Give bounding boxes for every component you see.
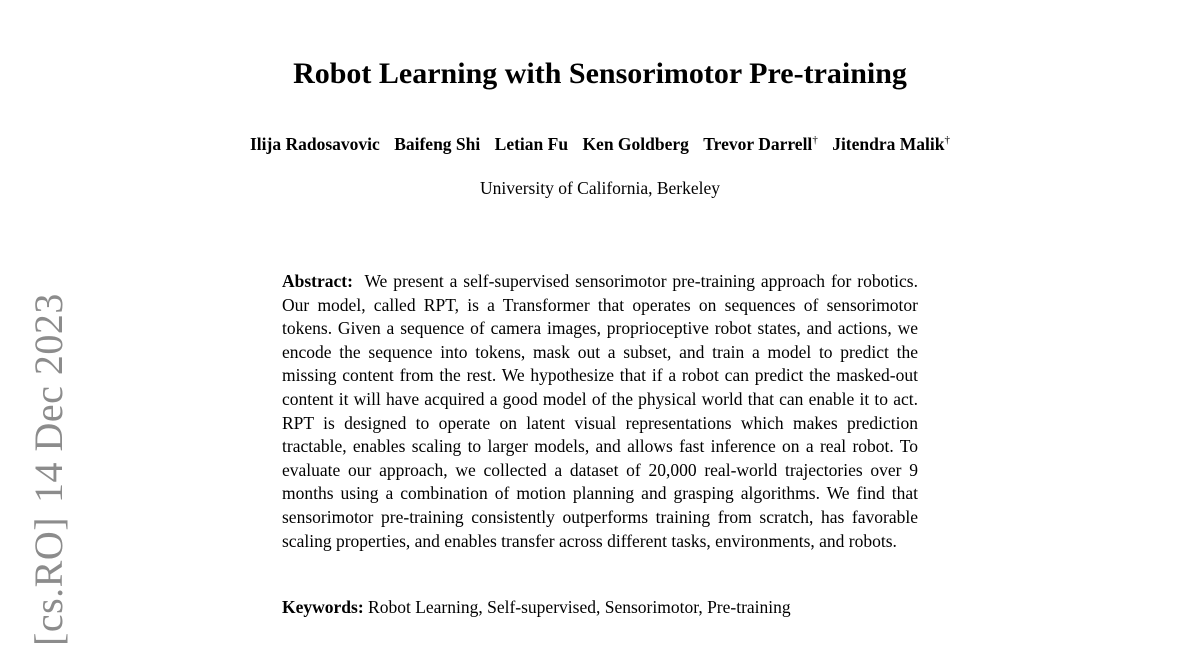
paper-title: Robot Learning with Sensorimotor Pre-training: [293, 57, 907, 90]
author-name: Jitendra Malik: [832, 134, 945, 154]
author: [703, 132, 818, 156]
affiliation: University of California, Berkeley: [479, 178, 721, 198]
author: [582, 132, 688, 156]
arxiv-category: [cs.RO]: [26, 516, 71, 646]
arxiv-stamp: [26, 293, 71, 646]
keywords: [282, 595, 982, 619]
abstract-text: We present a self-supervised sensorimotor pre-training approach for robotics. Our model, called RPT, is a Transformer that operates on sequences of sensorimotor tokens. Given a sequence of camera images, proprioceptive robot states, and actions, we encode the sequence into tokens, mask out a subset, and train a model to predict the missing content from the rest. We hypothesize that if a robot can predict the masked-out content it will have acquired a good model of the physical world that can enable it to act. RPT is designed to operate on latent visual representations which makes prediction tractable, enables scaling to larger models, and allows fast inference on a real robot. To evaluate our approach, we collected a dataset of 20,000 real-world trajectories over 9 months using a combination of motion planning and grasping algorithms. We find that sensorimotor pre-training consistently outperforms training from scratch, has favorable scaling properties, and enables transfer across different tasks, environments, and robots.: [282, 271, 918, 551]
author: [832, 132, 950, 156]
author-name: Trevor Darrell: [703, 134, 813, 154]
author-name: Letian Fu: [494, 134, 569, 154]
author-name: Ilija Radosavovic: [250, 134, 380, 154]
equal-advising-mark: †: [812, 134, 818, 147]
keywords-text: Robot Learning, Self-supervised, Sensorimotor, Pre-training: [368, 597, 791, 617]
abstract-label: Abstract:: [282, 271, 353, 291]
author-name: Baifeng Shi: [394, 134, 481, 154]
arxiv-date: 14 Dec 2023: [26, 293, 71, 503]
author: [394, 132, 480, 156]
equal-advising-mark: †: [944, 134, 950, 147]
keywords-label: Keywords:: [282, 597, 364, 617]
author-list: [0, 132, 1200, 156]
author: [250, 132, 380, 156]
abstract: [282, 270, 918, 553]
author: [495, 132, 568, 156]
author-name: Ken Goldberg: [582, 134, 689, 154]
